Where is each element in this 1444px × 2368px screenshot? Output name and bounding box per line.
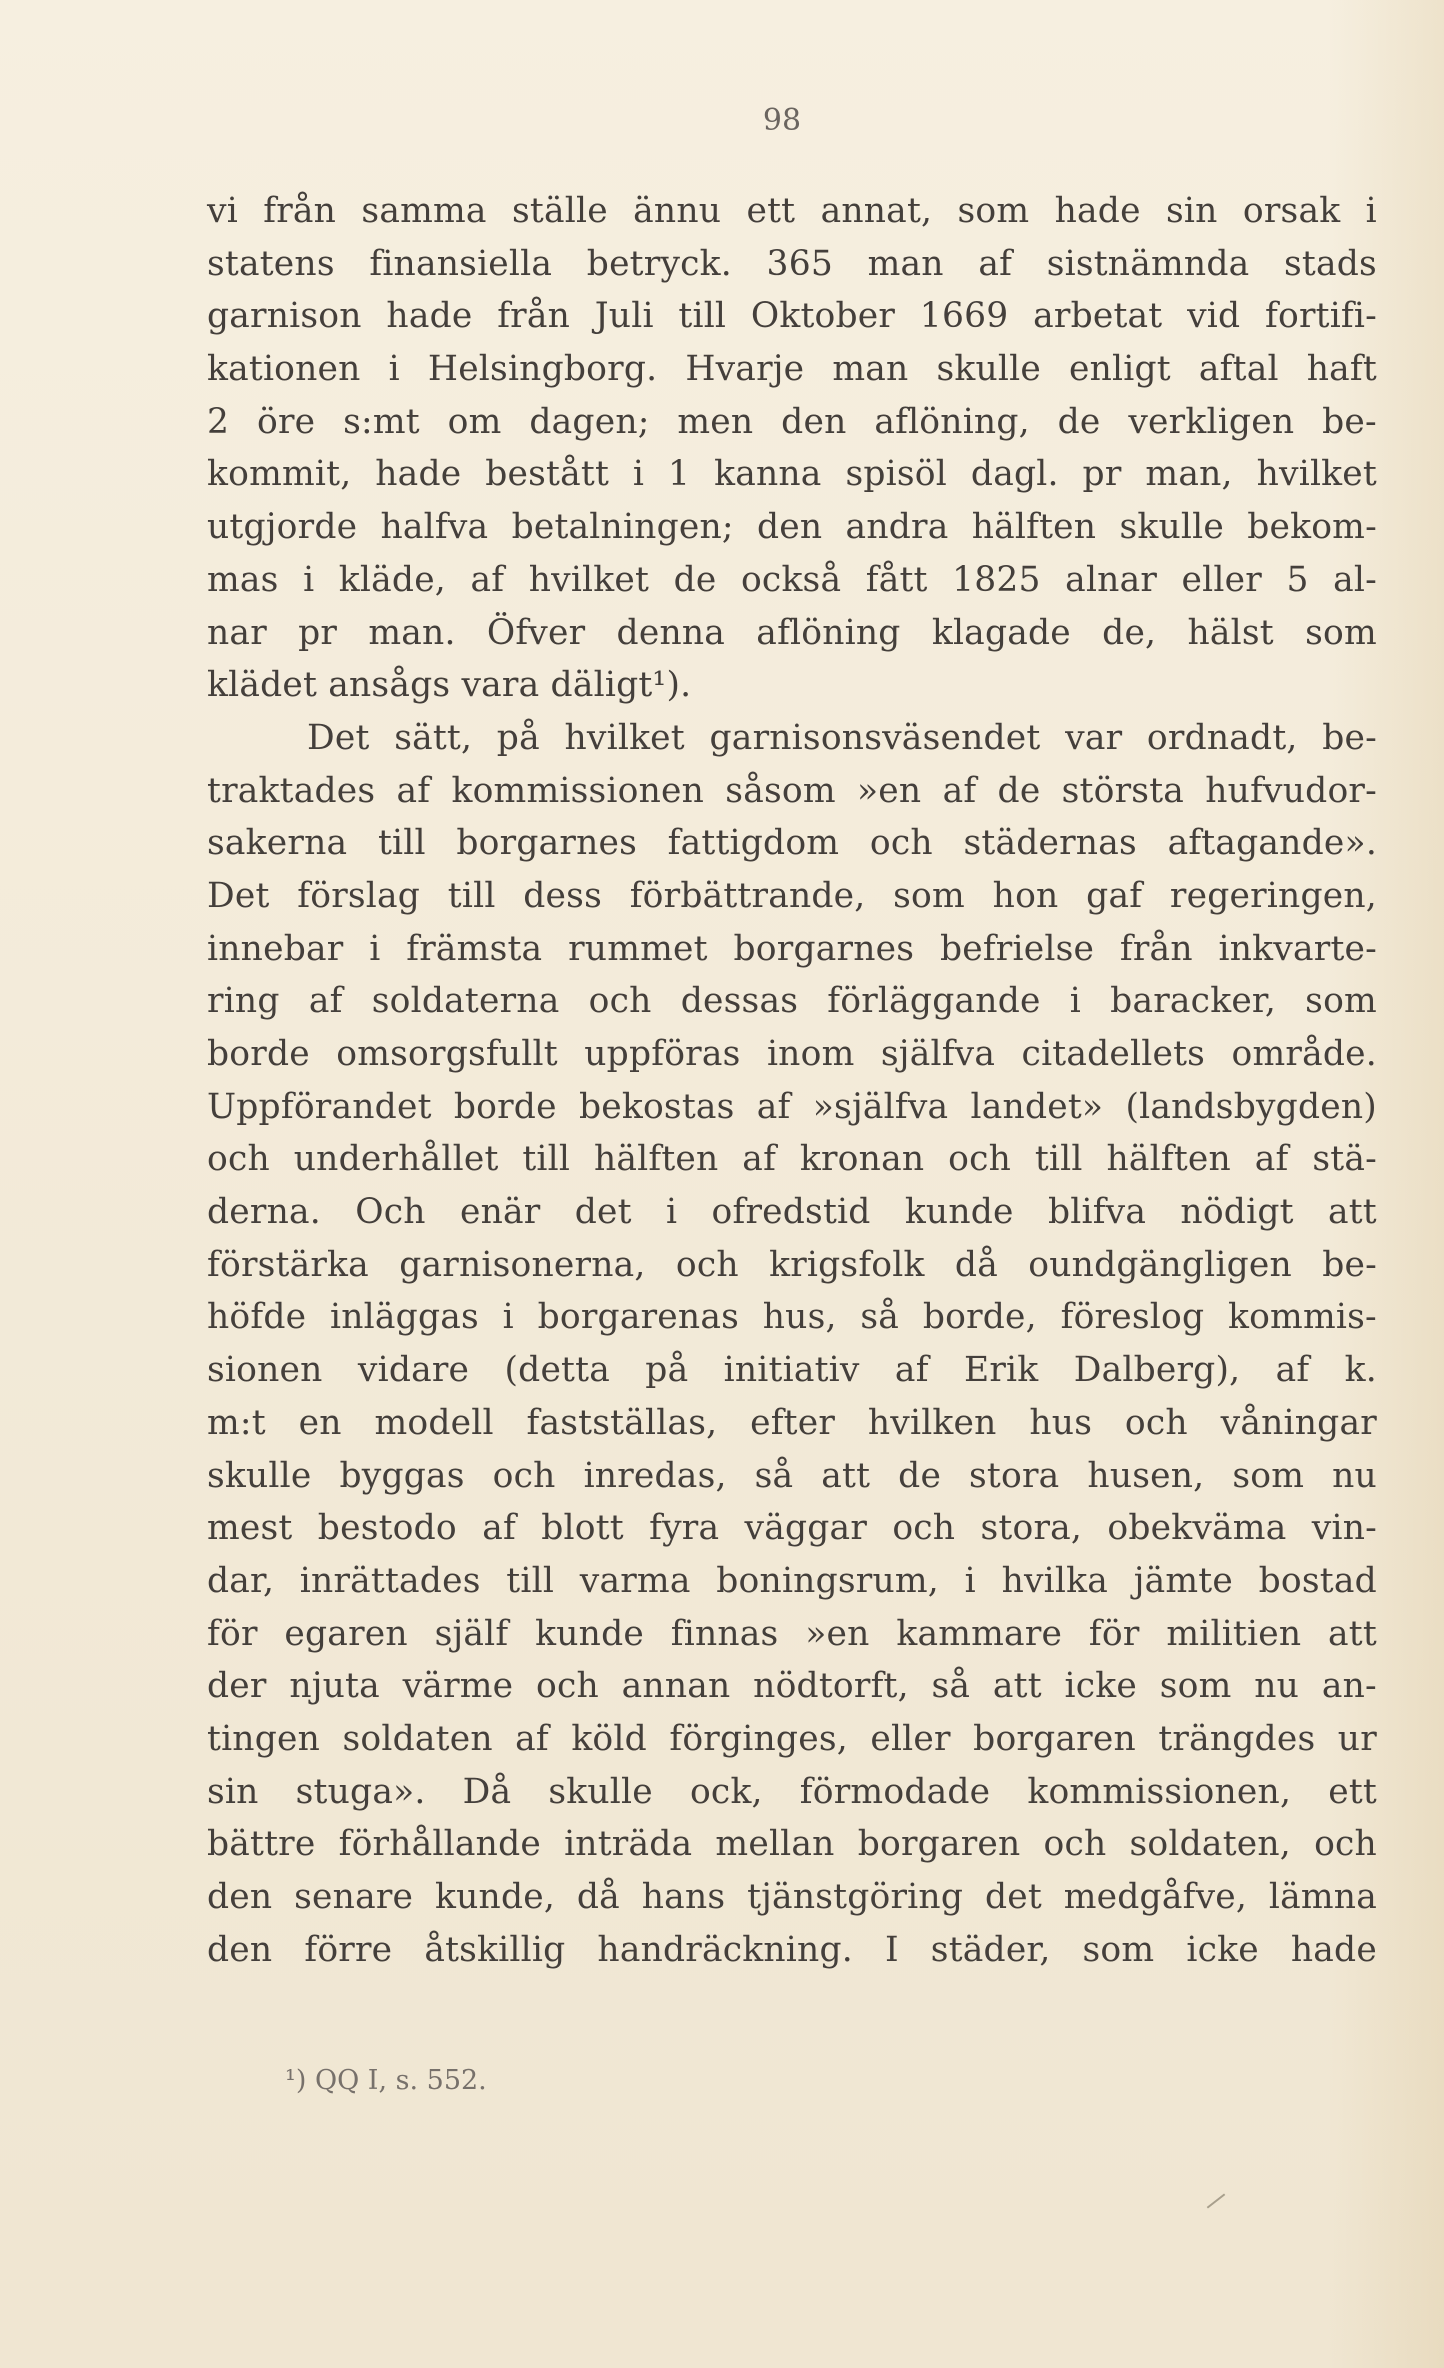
text-line: m:t en modell fastställas, efter hvilken hus och våningar [207,1402,1377,1443]
text-line: vi från samma ställe ännu ett annat, som hade sin orsak i [207,191,1377,231]
text-line: sakerna till borgarnes fattigdom och städernas aftagande». [207,823,1377,864]
text-line: sin stuga». Då skulle ock, förmodade kommissionen, ett [207,1771,1377,1812]
text-line: utgjorde halfva betalningen; den andra hälften skulle bekom- [207,507,1377,548]
footnote: ¹) QQ I, s. 552. [285,2065,487,2096]
text-line: Uppförandet borde bekostas af »själfva landet» (landsbygden) [207,1086,1377,1127]
text-line: höfde inläggas i borgarenas hus, så borde, föreslog kommis- [207,1297,1377,1338]
text-line: klädet ansågs vara däligt¹). [207,665,692,706]
text-line: förstärka garnisonerna, och krigsfolk då oundgängligen be- [207,1244,1377,1285]
text-line: ring af soldaterna och dessas förläggande i baracker, som [207,981,1377,1022]
text-line: Det sätt, på hvilket garnisonsväsendet var ordnadt, be- [307,717,1377,758]
text-line: Det förslag till dess förbättrande, som hon gaf regeringen, [207,875,1377,916]
body-text [207,185,1377,1976]
text-line: sionen vidare (detta på initiativ af Erik Dalberg), af k. [207,1350,1377,1391]
text-line: mas i kläde, af hvilket de också fått 1825 alnar eller 5 al- [207,559,1377,600]
text-line: borde omsorgsfullt uppföras inom själfva citadellets område. [207,1034,1377,1074]
text-line: skulle byggas och inredas, så att de stora husen, som nu [207,1455,1377,1496]
text-line: kationen i Helsingborg. Hvarje man skulle enligt aftal haft [207,349,1377,390]
text-line: för egaren själf kunde finnas »en kammare för militien att [207,1613,1377,1654]
text-line: den senare kunde, då hans tjänstgöring det medgåfve, lämna [207,1877,1377,1917]
text-line: tingen soldaten af köld förginges, eller borgaren trängdes ur [207,1718,1377,1759]
text-line: derna. Och enär det i ofredstid kunde blifva nödigt att [207,1192,1377,1233]
text-line: och underhållet till hälften af kronan och till hälften af stä- [207,1139,1377,1180]
text-line: 2 öre s:mt om dagen; men den aflöning, de verkligen be- [207,401,1377,442]
text-line: mest bestodo af blott fyra väggar och stora, obekväma vin- [207,1508,1377,1549]
text-line: garnison hade från Juli till Oktober 1669 arbetat vid fortifi- [207,296,1377,337]
text-line: nar pr man. Öfver denna aflöning klagade de, hälst som [207,612,1377,653]
text-line: bättre förhållande inträda mellan borgaren och soldaten, och [207,1824,1377,1865]
text-line: statens finansiella betryck. 365 man af sistnämnda stads [207,243,1377,284]
text-line: dar, inrättades till varma boningsrum, i hvilka jämte bostad [207,1560,1377,1601]
text-line: traktades af kommissionen såsom »en af de största hufvudor- [207,770,1377,811]
text-line: kommit, hade bestått i 1 kanna spisöl dagl. pr man, hvilket [207,454,1377,495]
text-line: der njuta värme och annan nödtorft, så att icke som nu an- [207,1666,1377,1707]
text-line: den förre åtskillig handräckning. I städer, som icke hade [207,1929,1377,1970]
pencil-mark [1207,2193,1226,2208]
page-number: 98 [762,103,802,138]
text-line: innebar i främsta rummet borgarnes befrielse från inkvarte- [207,928,1377,969]
